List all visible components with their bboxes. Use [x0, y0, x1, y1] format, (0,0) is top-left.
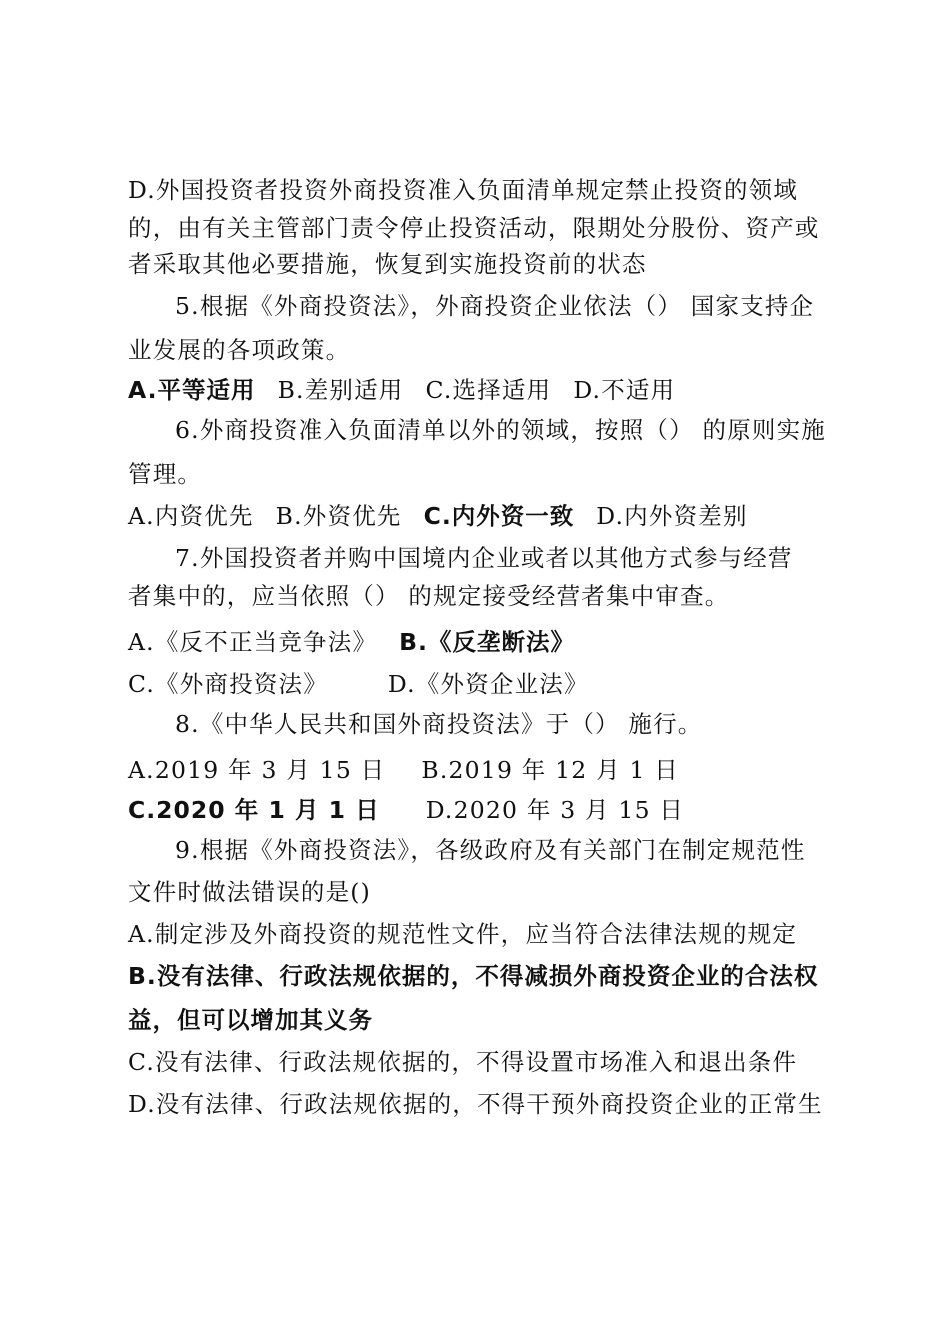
q8-option-c-answer: C.2020 年 1 月 1 日	[128, 796, 380, 824]
q5-option-d: D.不适用	[573, 376, 676, 404]
q6-option-b: B.外资优先	[275, 502, 402, 530]
q9-option-c: C.没有法律、行政法规依据的，不得设置市场准入和退出条件	[128, 1048, 798, 1076]
question-8-options-row-1	[128, 754, 838, 786]
question-9-line-1: 9.根据《外商投资法》，各级政府及有关部门在制定规范性	[175, 836, 806, 864]
option-d-text-line-3: 者采取其他必要措施，恢复到实施投资前的状态	[128, 250, 647, 278]
question-6-options	[128, 500, 838, 532]
question-7-line-1: 7.外国投资者并购中国境内企业或者以其他方式参与经营	[175, 544, 793, 572]
q9-option-b-answer-line-2: 益，但可以增加其义务	[128, 1006, 373, 1034]
question-7-options-row-2	[128, 668, 838, 700]
q9-option-b-answer-line-1: B.没有法律、行政法规依据的，不得减损外商投资企业的合法权	[128, 962, 819, 990]
question-6-line-2: 管理。	[128, 460, 203, 488]
q5-option-b: B.差别适用	[277, 376, 404, 404]
q6-option-c-answer: C.内外资一致	[423, 502, 575, 530]
q6-option-a: A.内资优先	[128, 502, 254, 530]
question-9-line-2: 文件时做法错误的是()	[128, 878, 372, 906]
question-7-line-2: 者集中的，应当依照（） 的规定接受经营者集中审查。	[128, 582, 730, 610]
option-d-text-line-2: 的，由有关主管部门责令停止投资活动，限期处分股份、资产或	[128, 214, 820, 242]
question-5-line-1: 5.根据《外商投资法》，外商投资企业依法（） 国家支持企	[175, 292, 815, 320]
q7-option-d: D.《外资企业法》	[387, 670, 589, 698]
option-d-text-line-1: D.外国投资者投资外商投资准入负面清单规定禁止投资的领域	[128, 176, 799, 204]
q9-option-d: D.没有法律、行政法规依据的，不得干预外商投资企业的正常生	[128, 1090, 823, 1118]
question-5-options	[128, 374, 838, 406]
question-8-options-row-2	[128, 794, 838, 826]
q5-option-c: C.选择适用	[425, 376, 552, 404]
q7-option-a: A.《反不正当竞争法》	[128, 628, 378, 656]
q8-option-d: D.2020 年 3 月 15 日	[425, 796, 685, 824]
q9-option-a: A.制定涉及外商投资的规范性文件，应当符合法律法规的规定	[128, 920, 798, 948]
q7-option-c: C.《外商投资法》	[128, 670, 328, 698]
question-8-line-1: 8.《中华人民共和国外商投资法》于（） 施行。	[175, 710, 703, 738]
question-5-line-2: 业发展的各项政策。	[128, 336, 351, 364]
q5-option-a-answer: A.平等适用	[128, 376, 256, 404]
q6-option-d: D.内外资差别	[596, 502, 748, 530]
q8-option-a: A.2019 年 3 月 15 日	[128, 756, 386, 784]
question-6-line-1: 6.外商投资准入负面清单以外的领域，按照（） 的原则实施	[175, 416, 826, 444]
q8-option-b: B.2019 年 12 月 1 日	[421, 756, 680, 784]
q7-option-b-answer: B.《反垄断法》	[399, 628, 575, 656]
question-7-options-row-1	[128, 626, 838, 658]
